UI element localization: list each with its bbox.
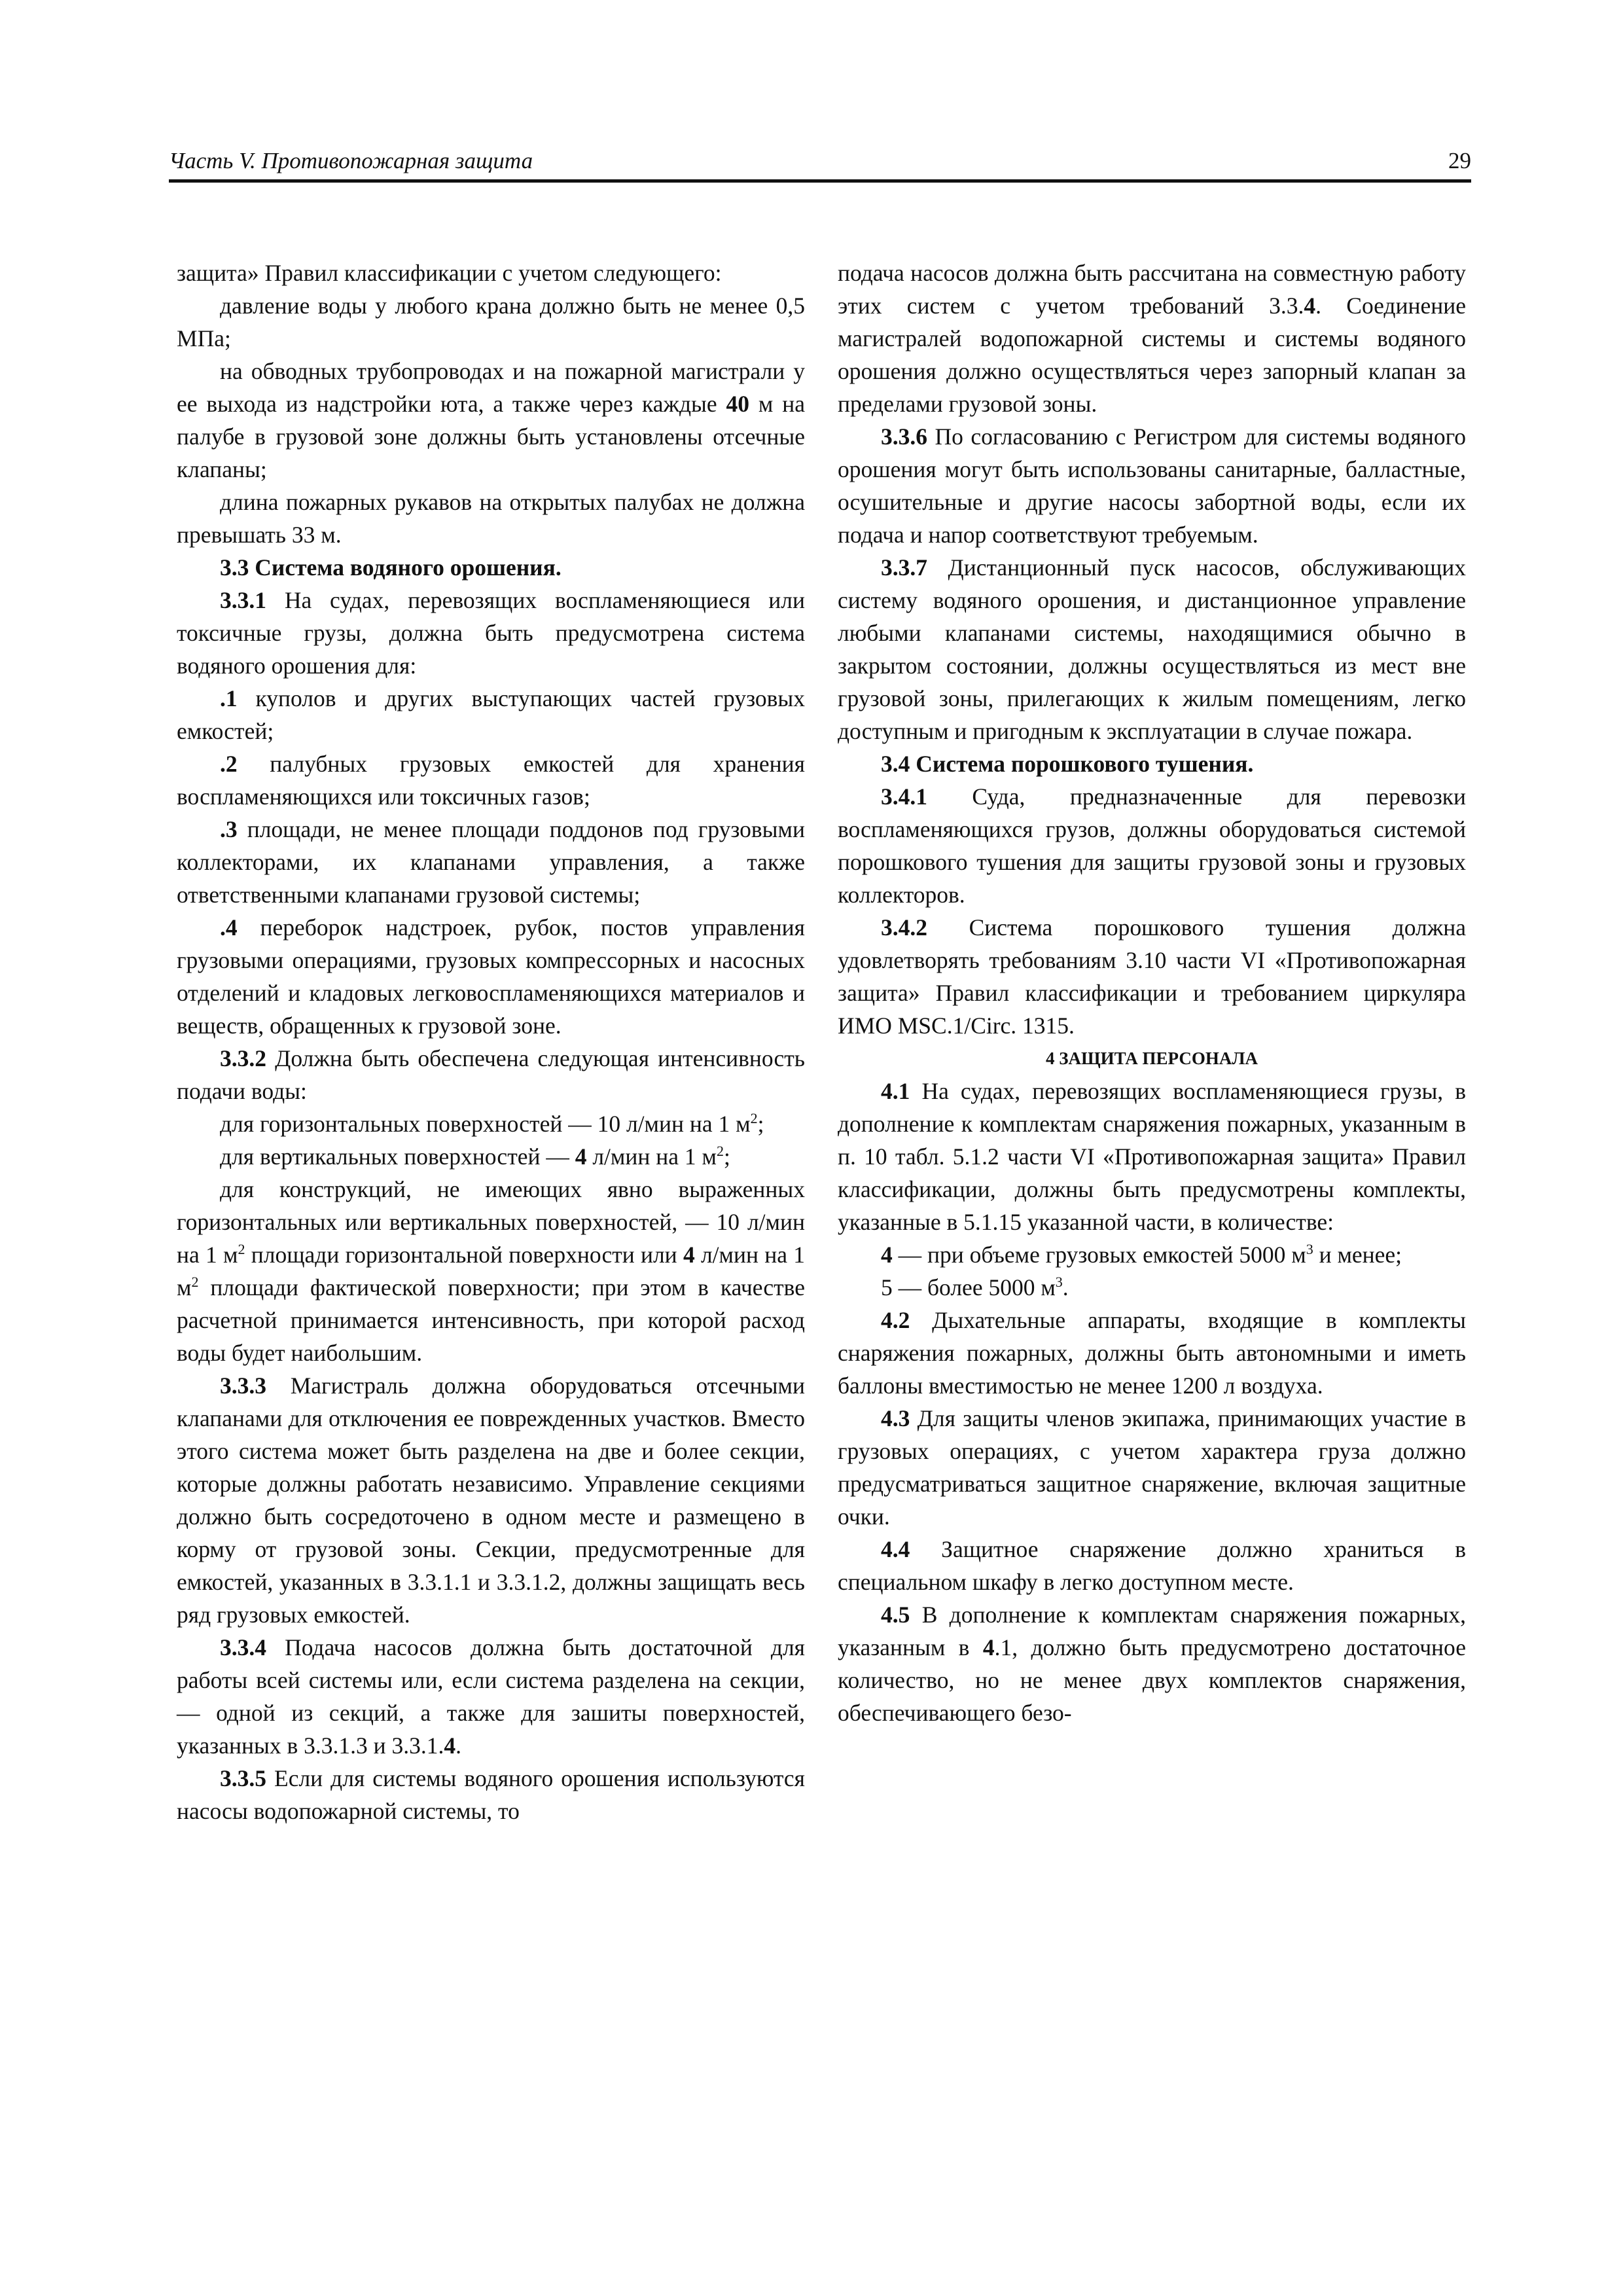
list-item: .3 площади, не менее площади поддонов под грузовыми коллекторами, их клапанами управления, а также ответственными клапанами грузовой системы; — [177, 816, 805, 908]
clause-3-4-1: 3.4.1 Суда, предназначенные для перевозки воспламеняющихся грузов, должны оборудоваться системой порошкового тушения для защиты грузовой зоны и грузовых коллекторов. — [838, 783, 1466, 908]
clause-3-3-4: 3.3.4 Подача насосов должна быть достаточной для работы всей системы или, если система разделена на секции, — одной из секций, а также для зашиты поверхностей, указанных в 3.3.1.3 и 3.3.1.4. — [177, 1634, 805, 1759]
paragraph: на обводных трубопроводах и на пожарной магистрали у ее выхода из надстройки юта, а также через каждые 40 м на палубе в грузовой зоне должны быть установлены отсечные клапаны; — [177, 358, 805, 482]
clause-3-3-6: 3.3.6 По согласованию с Регистром для системы водяного орошения могут быть использованы санитарные, балластные, осушительные и другие насосы забортной воды, если их подача и напор соответствуют требуемым. — [838, 423, 1466, 548]
page-number: 29 — [1448, 148, 1471, 173]
list-item: .2 палубных грузовых емкостей для хранения воспламеняющихся или токсичных газов; — [177, 751, 805, 810]
clause-4-4: 4.4 Защитное снаряжение должно храниться в специальном шкафу в легко доступном месте. — [838, 1536, 1466, 1595]
clause-4-5: 4.5 В дополнение к комплектам снаряжения пожарных, указанным в 4.1, должно быть предусмотрено достаточное количество, но не менее двух комплектов снаряжения, обеспечивающего безо- — [838, 1602, 1466, 1726]
paragraph: защита» Правил классификации с учетом следующего: — [177, 260, 722, 286]
clause-3-3-3: 3.3.3 Магистраль должна оборудоваться отсечными клапанами для отключения ее поврежденных участков. Вместо этого система может быть разделена на две и более секции, которые должны работать независимо. Управление секциями должно быть сосредоточено в одном месте и размещено в корму от грузовой зоны. Секции, предусмотренные для емкостей, указанных в 3.3.1.1 и 3.3.1.2, должны защищать весь ряд грузовых емкостей. — [177, 1372, 805, 1628]
clause-3-3-7: 3.3.7 Дистанционный пуск насосов, обслуживающих систему водяного орошения, и дистанционное управление любыми клапанами системы, находящимися обычно в закрытом состоянии, должны осуществляться из мест вне грузовой зоны, прилегающих к жилым помещениям, легко доступным и пригодным к эксплуатации в случае пожара. — [838, 554, 1466, 744]
paragraph: 4 — при объеме грузовых емкостей 5000 $м^3$ и менее; — [881, 1241, 1402, 1268]
clause-3-3-1: 3.3.1 На судах, перевозящих воспламеняющиеся или токсичные грузы, должна быть предусмотрена система водяного орошения для: — [177, 587, 805, 679]
paragraph: длина пожарных рукавов на открытых палубах не должна превышать 33 м. — [177, 489, 805, 548]
clause-3-3-2: 3.3.2 Должна быть обеспечена следующая интенсивность подачи воды: — [177, 1045, 805, 1104]
clause-4-3: 4.3 Для защиты членов экипажа, принимающих участие в грузовых операциях, с учетом характера груза должно предусматриваться защитное снаряжение, включая защитные очки. — [838, 1405, 1466, 1530]
clause-3-3-5: 3.3.5 Если для системы водяного орошения используются насосы водопожарной системы, то — [177, 1765, 805, 1824]
paragraph: подача насосов должна быть рассчитана на совместную работу этих систем с учетом требований 3.3.4. Соединение магистралей водопожарной системы и системы водяного орошения должно осуществляться через запорный клапан за пределами грузовой зоны. — [838, 260, 1466, 417]
section-title-4: 4 ЗАЩИТА ПЕРСОНАЛА — [1045, 1049, 1258, 1068]
list-item: .4 переборок надстроек, рубок, постов управления грузовыми операциями, грузовых компрессорных и насосных отделений и кладовых легковоспламеняющихся материалов и веществ, обращенных к грузовой зоне. — [177, 914, 805, 1039]
paragraph: для горизонтальных поверхностей — 10 л/мин на 1 $м^2$; — [220, 1110, 764, 1137]
paragraph: 5 — более 5000 $м^3$. — [881, 1274, 1069, 1300]
list-item: .1 куполов и других выступающих частей грузовых емкостей; — [177, 685, 805, 744]
paragraph: для конструкций, не имеющих явно выраженных горизонтальных или вертикальных поверхностей, — 10 л/мин на 1 $м^2$ площади горизонтальной поверхности или 4 л/мин на 1 $м^2$ площади фактической поверхности; при этом в качестве расчетной принимается интенсивность, при которой расход воды будет наибольшим. — [177, 1176, 805, 1366]
clause-3-4-2: 3.4.2 Система порошкового тушения должна удовлетворять требованиям 3.10 части VI «Противопожарная защита» Правил классификации и требованием циркуляра ИМО MSC.1/Circ. 1315. — [838, 914, 1466, 1039]
paragraph: давление воды у любого крана должно быть не менее 0,5 МПа; — [177, 293, 805, 351]
section-heading-3-3: 3.3 Система водяного орошения. — [220, 554, 562, 581]
right-column — [838, 257, 1466, 1729]
running-header — [169, 147, 1471, 183]
clause-4-2: 4.2 Дыхательные аппараты, входящие в комплекты снаряжения пожарных, должны быть автономными и иметь баллоны вместимостью не менее 1200 л воздуха. — [838, 1307, 1466, 1399]
left-column — [177, 257, 805, 1827]
section-heading-3-4: 3.4 Система порошкового тушения. — [881, 751, 1254, 777]
clause-4-1: 4.1 На судах, перевозящих воспламеняющиеся грузы, в дополнение к комплектам снаряжения пожарных, указанным в п. 10 табл. 5.1.2 части VI «Противопожарная защита» Правил классификации, должны быть предусмотрены комплекты, указанные в 5.1.15 указанной части, в количестве: — [838, 1078, 1466, 1235]
paragraph: для вертикальных поверхностей — 4 л/мин на 1 $м^2$; — [220, 1143, 730, 1170]
header-title: Часть V. Противопожарная защита — [169, 148, 533, 173]
